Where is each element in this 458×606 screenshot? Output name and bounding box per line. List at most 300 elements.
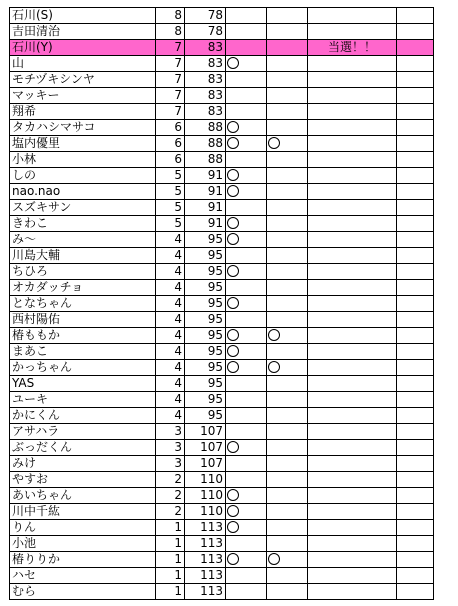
note-cell[interactable] — [308, 456, 397, 472]
empty-cell[interactable] — [397, 536, 434, 552]
mark-cell[interactable] — [267, 56, 308, 72]
mark-cell[interactable] — [226, 264, 267, 280]
mark-cell[interactable] — [267, 520, 308, 536]
empty-cell[interactable] — [397, 56, 434, 72]
count-cell[interactable]: 2 — [156, 472, 185, 488]
table-row — [10, 312, 434, 328]
name-cell[interactable]: スズキサン — [10, 200, 156, 216]
score-cell[interactable]: 113 — [185, 568, 226, 584]
note-cell[interactable] — [308, 376, 397, 392]
mark-cell[interactable] — [226, 152, 267, 168]
note-cell[interactable] — [308, 264, 397, 280]
count-cell[interactable]: 7 — [156, 40, 185, 56]
empty-cell[interactable] — [397, 40, 434, 56]
mark-cell[interactable] — [267, 536, 308, 552]
table-row — [10, 568, 434, 584]
mark-cell[interactable] — [226, 408, 267, 424]
note-cell[interactable] — [308, 24, 397, 40]
empty-cell[interactable] — [397, 232, 434, 248]
name-cell[interactable]: みけ — [10, 456, 156, 472]
empty-cell[interactable] — [397, 360, 434, 376]
count-cell[interactable]: 5 — [156, 168, 185, 184]
mark-cell[interactable] — [226, 456, 267, 472]
mark-cell[interactable] — [267, 88, 308, 104]
empty-cell[interactable] — [397, 472, 434, 488]
score-cell[interactable]: 95 — [185, 312, 226, 328]
mark-cell[interactable] — [226, 296, 267, 312]
count-cell[interactable]: 6 — [156, 120, 185, 136]
table-row — [10, 488, 434, 504]
table-row — [10, 520, 434, 536]
mark-cell[interactable] — [226, 136, 267, 152]
score-cell[interactable]: 95 — [185, 232, 226, 248]
score-cell[interactable]: 95 — [185, 392, 226, 408]
mark-cell[interactable] — [267, 344, 308, 360]
note-cell[interactable] — [308, 8, 397, 24]
empty-cell[interactable] — [397, 552, 434, 568]
table-row — [10, 88, 434, 104]
mark-cell[interactable] — [226, 376, 267, 392]
mark-cell[interactable] — [267, 264, 308, 280]
circle-mark-icon — [268, 137, 280, 149]
circle-mark-icon — [227, 345, 239, 357]
count-cell[interactable]: 8 — [156, 24, 185, 40]
mark-cell[interactable] — [226, 328, 267, 344]
mark-cell[interactable] — [226, 312, 267, 328]
score-cell[interactable]: 110 — [185, 488, 226, 504]
score-cell[interactable]: 91 — [185, 168, 226, 184]
mark-cell[interactable] — [267, 424, 308, 440]
count-cell[interactable]: 7 — [156, 104, 185, 120]
empty-cell[interactable] — [397, 568, 434, 584]
table-row — [10, 376, 434, 392]
note-cell[interactable] — [308, 312, 397, 328]
mark-cell[interactable] — [267, 152, 308, 168]
empty-cell[interactable] — [397, 520, 434, 536]
count-cell[interactable]: 7 — [156, 72, 185, 88]
score-cell[interactable]: 88 — [185, 120, 226, 136]
mark-cell[interactable] — [267, 488, 308, 504]
mark-cell[interactable] — [267, 72, 308, 88]
mark-cell[interactable] — [267, 216, 308, 232]
mark-cell[interactable] — [226, 24, 267, 40]
score-cell[interactable]: 83 — [185, 104, 226, 120]
count-cell[interactable]: 8 — [156, 8, 185, 24]
count-cell[interactable]: 1 — [156, 552, 185, 568]
score-cell[interactable]: 78 — [185, 8, 226, 24]
count-cell[interactable]: 4 — [156, 280, 185, 296]
mark-cell[interactable] — [267, 408, 308, 424]
name-cell[interactable]: かにくん — [10, 408, 156, 424]
name-cell[interactable]: モチヅキシンヤ — [10, 72, 156, 88]
circle-mark-icon — [268, 329, 280, 341]
note-cell[interactable] — [308, 488, 397, 504]
note-cell[interactable] — [308, 472, 397, 488]
note-cell[interactable] — [308, 152, 397, 168]
empty-cell[interactable] — [397, 88, 434, 104]
mark-cell[interactable] — [267, 24, 308, 40]
name-cell[interactable]: タカハシマサコ — [10, 120, 156, 136]
mark-cell[interactable] — [226, 88, 267, 104]
note-cell[interactable] — [308, 72, 397, 88]
score-cell[interactable]: 88 — [185, 136, 226, 152]
name-cell[interactable]: まあこ — [10, 344, 156, 360]
mark-cell[interactable] — [267, 136, 308, 152]
note-cell[interactable] — [308, 168, 397, 184]
name-cell[interactable]: あいちゃん — [10, 488, 156, 504]
mark-cell[interactable] — [267, 584, 308, 600]
table-row — [10, 136, 434, 152]
mark-cell[interactable] — [267, 360, 308, 376]
circle-mark-icon — [227, 185, 239, 197]
empty-cell[interactable] — [397, 456, 434, 472]
score-cell[interactable]: 95 — [185, 296, 226, 312]
count-cell[interactable]: 1 — [156, 520, 185, 536]
table-row — [10, 264, 434, 280]
score-cell[interactable]: 91 — [185, 184, 226, 200]
table-row — [10, 472, 434, 488]
note-cell[interactable] — [308, 552, 397, 568]
name-cell[interactable]: 川中千紘 — [10, 504, 156, 520]
score-cell[interactable]: 95 — [185, 408, 226, 424]
note-cell[interactable] — [308, 440, 397, 456]
note-cell[interactable] — [308, 216, 397, 232]
mark-cell[interactable] — [226, 232, 267, 248]
note-cell[interactable] — [308, 424, 397, 440]
circle-mark-icon — [227, 297, 239, 309]
mark-cell[interactable] — [226, 568, 267, 584]
name-cell[interactable]: ハセ — [10, 568, 156, 584]
empty-cell[interactable] — [397, 440, 434, 456]
empty-cell[interactable] — [397, 376, 434, 392]
note-cell[interactable]: 当選！！ — [308, 40, 397, 56]
empty-cell[interactable] — [397, 488, 434, 504]
name-cell[interactable]: 吉田清治 — [10, 24, 156, 40]
count-cell[interactable]: 1 — [156, 536, 185, 552]
name-cell[interactable]: ちひろ — [10, 264, 156, 280]
mark-cell[interactable] — [226, 8, 267, 24]
score-cell[interactable]: 95 — [185, 280, 226, 296]
name-cell[interactable]: 椿りりか — [10, 552, 156, 568]
name-cell[interactable]: 山 — [10, 56, 156, 72]
mark-cell[interactable] — [226, 56, 267, 72]
note-cell[interactable] — [308, 88, 397, 104]
empty-cell[interactable] — [397, 328, 434, 344]
count-cell[interactable]: 1 — [156, 584, 185, 600]
name-cell[interactable]: となちゃん — [10, 296, 156, 312]
table-row — [10, 408, 434, 424]
mark-cell[interactable] — [267, 568, 308, 584]
circle-mark-icon — [227, 233, 239, 245]
empty-cell[interactable] — [397, 504, 434, 520]
mark-cell[interactable] — [226, 280, 267, 296]
mark-cell[interactable] — [267, 232, 308, 248]
mark-cell[interactable] — [226, 504, 267, 520]
mark-cell[interactable] — [267, 280, 308, 296]
name-cell[interactable]: きわこ — [10, 216, 156, 232]
table-row — [10, 104, 434, 120]
mark-cell[interactable] — [267, 120, 308, 136]
empty-cell[interactable] — [397, 248, 434, 264]
note-cell[interactable] — [308, 344, 397, 360]
empty-cell[interactable] — [397, 184, 434, 200]
empty-cell[interactable] — [397, 104, 434, 120]
score-cell[interactable]: 95 — [185, 360, 226, 376]
empty-cell[interactable] — [397, 424, 434, 440]
mark-cell[interactable] — [226, 472, 267, 488]
mark-cell[interactable] — [226, 200, 267, 216]
note-cell[interactable] — [308, 104, 397, 120]
count-cell[interactable]: 4 — [156, 248, 185, 264]
count-cell[interactable]: 4 — [156, 328, 185, 344]
name-cell[interactable]: アサハラ — [10, 424, 156, 440]
mark-cell[interactable] — [267, 168, 308, 184]
empty-cell[interactable] — [397, 216, 434, 232]
count-cell[interactable]: 3 — [156, 424, 185, 440]
empty-cell[interactable] — [397, 264, 434, 280]
empty-cell[interactable] — [397, 72, 434, 88]
mark-cell[interactable] — [267, 200, 308, 216]
table-row — [10, 168, 434, 184]
table-row — [10, 296, 434, 312]
name-cell[interactable]: ユーキ — [10, 392, 156, 408]
mark-cell[interactable] — [267, 552, 308, 568]
count-cell[interactable]: 7 — [156, 56, 185, 72]
name-cell[interactable]: かっちゃん — [10, 360, 156, 376]
empty-cell[interactable] — [397, 136, 434, 152]
count-cell[interactable]: 2 — [156, 488, 185, 504]
mark-cell[interactable] — [226, 440, 267, 456]
mark-cell[interactable] — [267, 472, 308, 488]
note-cell[interactable] — [308, 536, 397, 552]
name-cell[interactable]: オカダッチョ — [10, 280, 156, 296]
name-cell[interactable]: 翔希 — [10, 104, 156, 120]
note-cell[interactable] — [308, 136, 397, 152]
mark-cell[interactable] — [267, 184, 308, 200]
mark-cell[interactable] — [267, 456, 308, 472]
score-cell[interactable]: 78 — [185, 24, 226, 40]
mark-cell[interactable] — [226, 424, 267, 440]
count-cell[interactable]: 6 — [156, 152, 185, 168]
note-cell[interactable] — [308, 568, 397, 584]
name-cell[interactable]: 西村陽佑 — [10, 312, 156, 328]
count-cell[interactable]: 1 — [156, 568, 185, 584]
score-cell[interactable]: 95 — [185, 248, 226, 264]
count-cell[interactable]: 3 — [156, 456, 185, 472]
empty-cell[interactable] — [397, 280, 434, 296]
score-cell[interactable]: 95 — [185, 344, 226, 360]
score-cell[interactable]: 83 — [185, 88, 226, 104]
name-cell[interactable]: りん — [10, 520, 156, 536]
count-cell[interactable]: 4 — [156, 344, 185, 360]
table-row — [10, 184, 434, 200]
circle-mark-icon — [227, 489, 239, 501]
note-cell[interactable] — [308, 520, 397, 536]
mark-cell[interactable] — [226, 216, 267, 232]
score-cell[interactable]: 113 — [185, 584, 226, 600]
empty-cell[interactable] — [397, 312, 434, 328]
circle-mark-icon — [227, 553, 239, 565]
count-cell[interactable]: 6 — [156, 136, 185, 152]
note-cell[interactable] — [308, 504, 397, 520]
table-row — [10, 152, 434, 168]
mark-cell[interactable] — [226, 584, 267, 600]
name-cell[interactable]: しの — [10, 168, 156, 184]
mark-cell[interactable] — [267, 504, 308, 520]
score-cell[interactable]: 83 — [185, 72, 226, 88]
count-cell[interactable]: 5 — [156, 184, 185, 200]
count-cell[interactable]: 5 — [156, 216, 185, 232]
note-cell[interactable] — [308, 328, 397, 344]
mark-cell[interactable] — [226, 120, 267, 136]
note-cell[interactable] — [308, 360, 397, 376]
score-cell[interactable]: 91 — [185, 216, 226, 232]
table-row — [10, 216, 434, 232]
mark-cell[interactable] — [226, 552, 267, 568]
name-cell[interactable]: 川島大輔 — [10, 248, 156, 264]
empty-cell[interactable] — [397, 24, 434, 40]
name-cell[interactable]: み〜 — [10, 232, 156, 248]
empty-cell[interactable] — [397, 200, 434, 216]
mark-cell[interactable] — [226, 40, 267, 56]
score-cell[interactable]: 110 — [185, 504, 226, 520]
mark-cell[interactable] — [267, 104, 308, 120]
circle-mark-icon — [227, 265, 239, 277]
mark-cell[interactable] — [267, 248, 308, 264]
circle-mark-icon — [227, 505, 239, 517]
name-cell[interactable]: YAS — [10, 376, 156, 392]
mark-cell[interactable] — [226, 104, 267, 120]
name-cell[interactable]: ぶっだくん — [10, 440, 156, 456]
count-cell[interactable]: 3 — [156, 440, 185, 456]
name-cell[interactable]: 小池 — [10, 536, 156, 552]
empty-cell[interactable] — [397, 8, 434, 24]
mark-cell[interactable] — [267, 296, 308, 312]
name-cell[interactable]: マッキー — [10, 88, 156, 104]
empty-cell[interactable] — [397, 152, 434, 168]
name-cell[interactable]: むら — [10, 584, 156, 600]
note-cell[interactable] — [308, 200, 397, 216]
table-row — [10, 248, 434, 264]
mark-cell[interactable] — [267, 440, 308, 456]
score-cell[interactable]: 95 — [185, 264, 226, 280]
table-row — [10, 392, 434, 408]
mark-cell[interactable] — [226, 344, 267, 360]
mark-cell[interactable] — [267, 8, 308, 24]
circle-mark-icon — [227, 169, 239, 181]
table-row — [10, 72, 434, 88]
count-cell[interactable]: 4 — [156, 232, 185, 248]
mark-cell[interactable] — [226, 392, 267, 408]
circle-mark-icon — [268, 553, 280, 565]
circle-mark-icon — [227, 57, 239, 69]
score-cell[interactable]: 107 — [185, 440, 226, 456]
mark-cell[interactable] — [267, 40, 308, 56]
count-cell[interactable]: 4 — [156, 264, 185, 280]
count-cell[interactable]: 4 — [156, 376, 185, 392]
score-cell[interactable]: 95 — [185, 376, 226, 392]
mark-cell[interactable] — [226, 168, 267, 184]
score-cell[interactable]: 107 — [185, 424, 226, 440]
score-cell[interactable]: 113 — [185, 552, 226, 568]
empty-cell[interactable] — [397, 392, 434, 408]
name-cell[interactable]: 石川(S) — [10, 8, 156, 24]
circle-mark-icon — [227, 329, 239, 341]
empty-cell[interactable] — [397, 168, 434, 184]
score-cell[interactable]: 83 — [185, 40, 226, 56]
note-cell[interactable] — [308, 584, 397, 600]
mark-cell[interactable] — [226, 488, 267, 504]
count-cell[interactable]: 4 — [156, 296, 185, 312]
mark-cell[interactable] — [226, 360, 267, 376]
score-cell[interactable]: 107 — [185, 456, 226, 472]
name-cell[interactable]: nao.nao — [10, 184, 156, 200]
count-cell[interactable]: 7 — [156, 88, 185, 104]
score-cell[interactable]: 83 — [185, 56, 226, 72]
note-cell[interactable] — [308, 56, 397, 72]
score-cell[interactable]: 113 — [185, 520, 226, 536]
score-cell[interactable]: 110 — [185, 472, 226, 488]
note-cell[interactable] — [308, 248, 397, 264]
mark-cell[interactable] — [226, 536, 267, 552]
empty-cell[interactable] — [397, 120, 434, 136]
note-cell[interactable] — [308, 120, 397, 136]
count-cell[interactable]: 5 — [156, 200, 185, 216]
empty-cell[interactable] — [397, 584, 434, 600]
name-cell[interactable]: 塩内優里 — [10, 136, 156, 152]
score-cell[interactable]: 88 — [185, 152, 226, 168]
empty-cell[interactable] — [397, 344, 434, 360]
count-cell[interactable]: 4 — [156, 408, 185, 424]
name-cell[interactable]: 小林 — [10, 152, 156, 168]
mark-cell[interactable] — [226, 72, 267, 88]
mark-cell[interactable] — [267, 312, 308, 328]
name-cell[interactable]: やすお — [10, 472, 156, 488]
circle-mark-icon — [227, 521, 239, 533]
note-cell[interactable] — [308, 232, 397, 248]
table-row — [10, 120, 434, 136]
note-cell[interactable] — [308, 408, 397, 424]
score-cell[interactable]: 113 — [185, 536, 226, 552]
mark-cell[interactable] — [226, 184, 267, 200]
table-row — [10, 504, 434, 520]
table-row — [10, 40, 434, 56]
table-row — [10, 440, 434, 456]
mark-cell[interactable] — [226, 248, 267, 264]
note-cell[interactable] — [308, 296, 397, 312]
count-cell[interactable]: 4 — [156, 360, 185, 376]
name-cell[interactable]: 石川(Y) — [10, 40, 156, 56]
mark-cell[interactable] — [267, 328, 308, 344]
score-cell[interactable]: 91 — [185, 200, 226, 216]
circle-mark-icon — [227, 217, 239, 229]
mark-cell[interactable] — [226, 520, 267, 536]
note-cell[interactable] — [308, 280, 397, 296]
note-cell[interactable] — [308, 184, 397, 200]
count-cell[interactable]: 4 — [156, 392, 185, 408]
count-cell[interactable]: 4 — [156, 312, 185, 328]
empty-cell[interactable] — [397, 408, 434, 424]
table-row — [10, 552, 434, 568]
score-cell[interactable]: 95 — [185, 328, 226, 344]
count-cell[interactable]: 2 — [156, 504, 185, 520]
name-cell[interactable]: 椿ももか — [10, 328, 156, 344]
empty-cell[interactable] — [397, 296, 434, 312]
note-cell[interactable] — [308, 392, 397, 408]
mark-cell[interactable] — [267, 392, 308, 408]
mark-cell[interactable] — [267, 376, 308, 392]
circle-mark-icon — [227, 137, 239, 149]
